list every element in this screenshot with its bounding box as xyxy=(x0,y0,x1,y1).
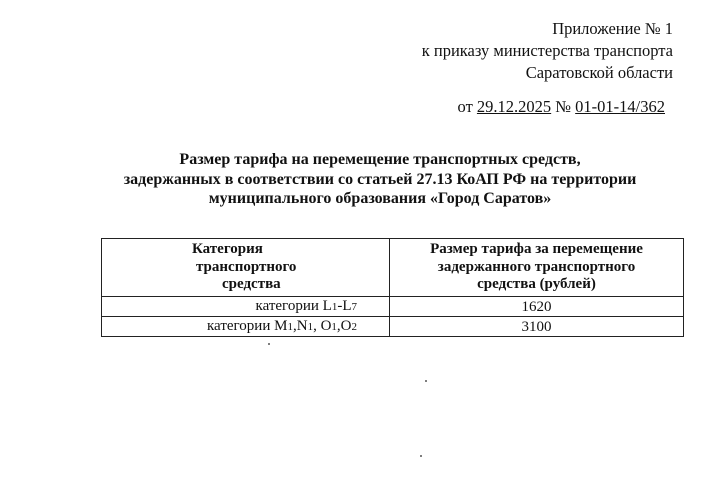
category-cell xyxy=(102,297,390,317)
category-separator: - xyxy=(337,298,343,314)
category-code: M xyxy=(274,318,288,334)
category-subscript: 1 xyxy=(331,301,338,313)
header-tariff xyxy=(390,239,684,297)
category-subscript: 1 xyxy=(331,321,337,333)
category-subscript: 7 xyxy=(351,301,357,313)
table-row xyxy=(102,317,684,337)
header-category-line: средства xyxy=(222,276,281,292)
order-number: 01-01-14/362 xyxy=(575,97,665,116)
order-date-number xyxy=(458,97,665,117)
tariff-table xyxy=(101,238,684,337)
category-code: L xyxy=(322,298,332,314)
appendix-order-reference: к приказу министерства транспорта xyxy=(421,41,673,60)
scan-speck xyxy=(425,380,427,382)
category-code: L xyxy=(342,298,352,314)
header-tariff-line: средства (рублей) xyxy=(477,276,596,292)
category-cell xyxy=(102,317,390,337)
document-title xyxy=(100,150,660,209)
title-line-2: задержанных в соответствии со статьей 27.13 КоАП РФ на территории xyxy=(123,170,637,188)
category-prefix: категории xyxy=(255,298,319,314)
category-code: ,N xyxy=(292,318,308,334)
title-line-1: Размер тарифа на перемещение транспортных средств, xyxy=(179,151,581,168)
tariff-cell: 1620 xyxy=(390,297,684,317)
tariff-cell: 3100 xyxy=(390,317,684,337)
header-category-line: транспортного xyxy=(196,258,297,275)
header-category xyxy=(102,239,390,297)
appendix-number: Приложение № 1 xyxy=(552,19,673,38)
order-date: 29.12.2025 xyxy=(476,97,552,116)
appendix-header xyxy=(422,18,673,84)
category-code: ,O xyxy=(336,318,352,334)
table-header-row xyxy=(102,239,684,297)
category-subscript: 2 xyxy=(351,321,357,333)
order-number-prefix: № xyxy=(555,97,572,116)
table-row xyxy=(102,297,684,317)
appendix-region: Саратовской области xyxy=(525,63,673,82)
header-category-line: Категория xyxy=(192,241,263,257)
category-prefix: категории xyxy=(206,318,271,334)
category-code: , O xyxy=(313,318,332,334)
scan-speck xyxy=(420,455,422,457)
title-line-3: муниципального образования «Город Саратов» xyxy=(208,190,552,207)
header-tariff-line: Размер тарифа за перемещение xyxy=(430,241,643,257)
category-subscript: 1 xyxy=(287,321,293,333)
header-tariff-line: задержанного транспортного xyxy=(437,258,636,275)
order-from-prefix: от xyxy=(457,97,473,116)
scan-speck xyxy=(268,343,270,345)
category-subscript: 1 xyxy=(307,321,314,333)
